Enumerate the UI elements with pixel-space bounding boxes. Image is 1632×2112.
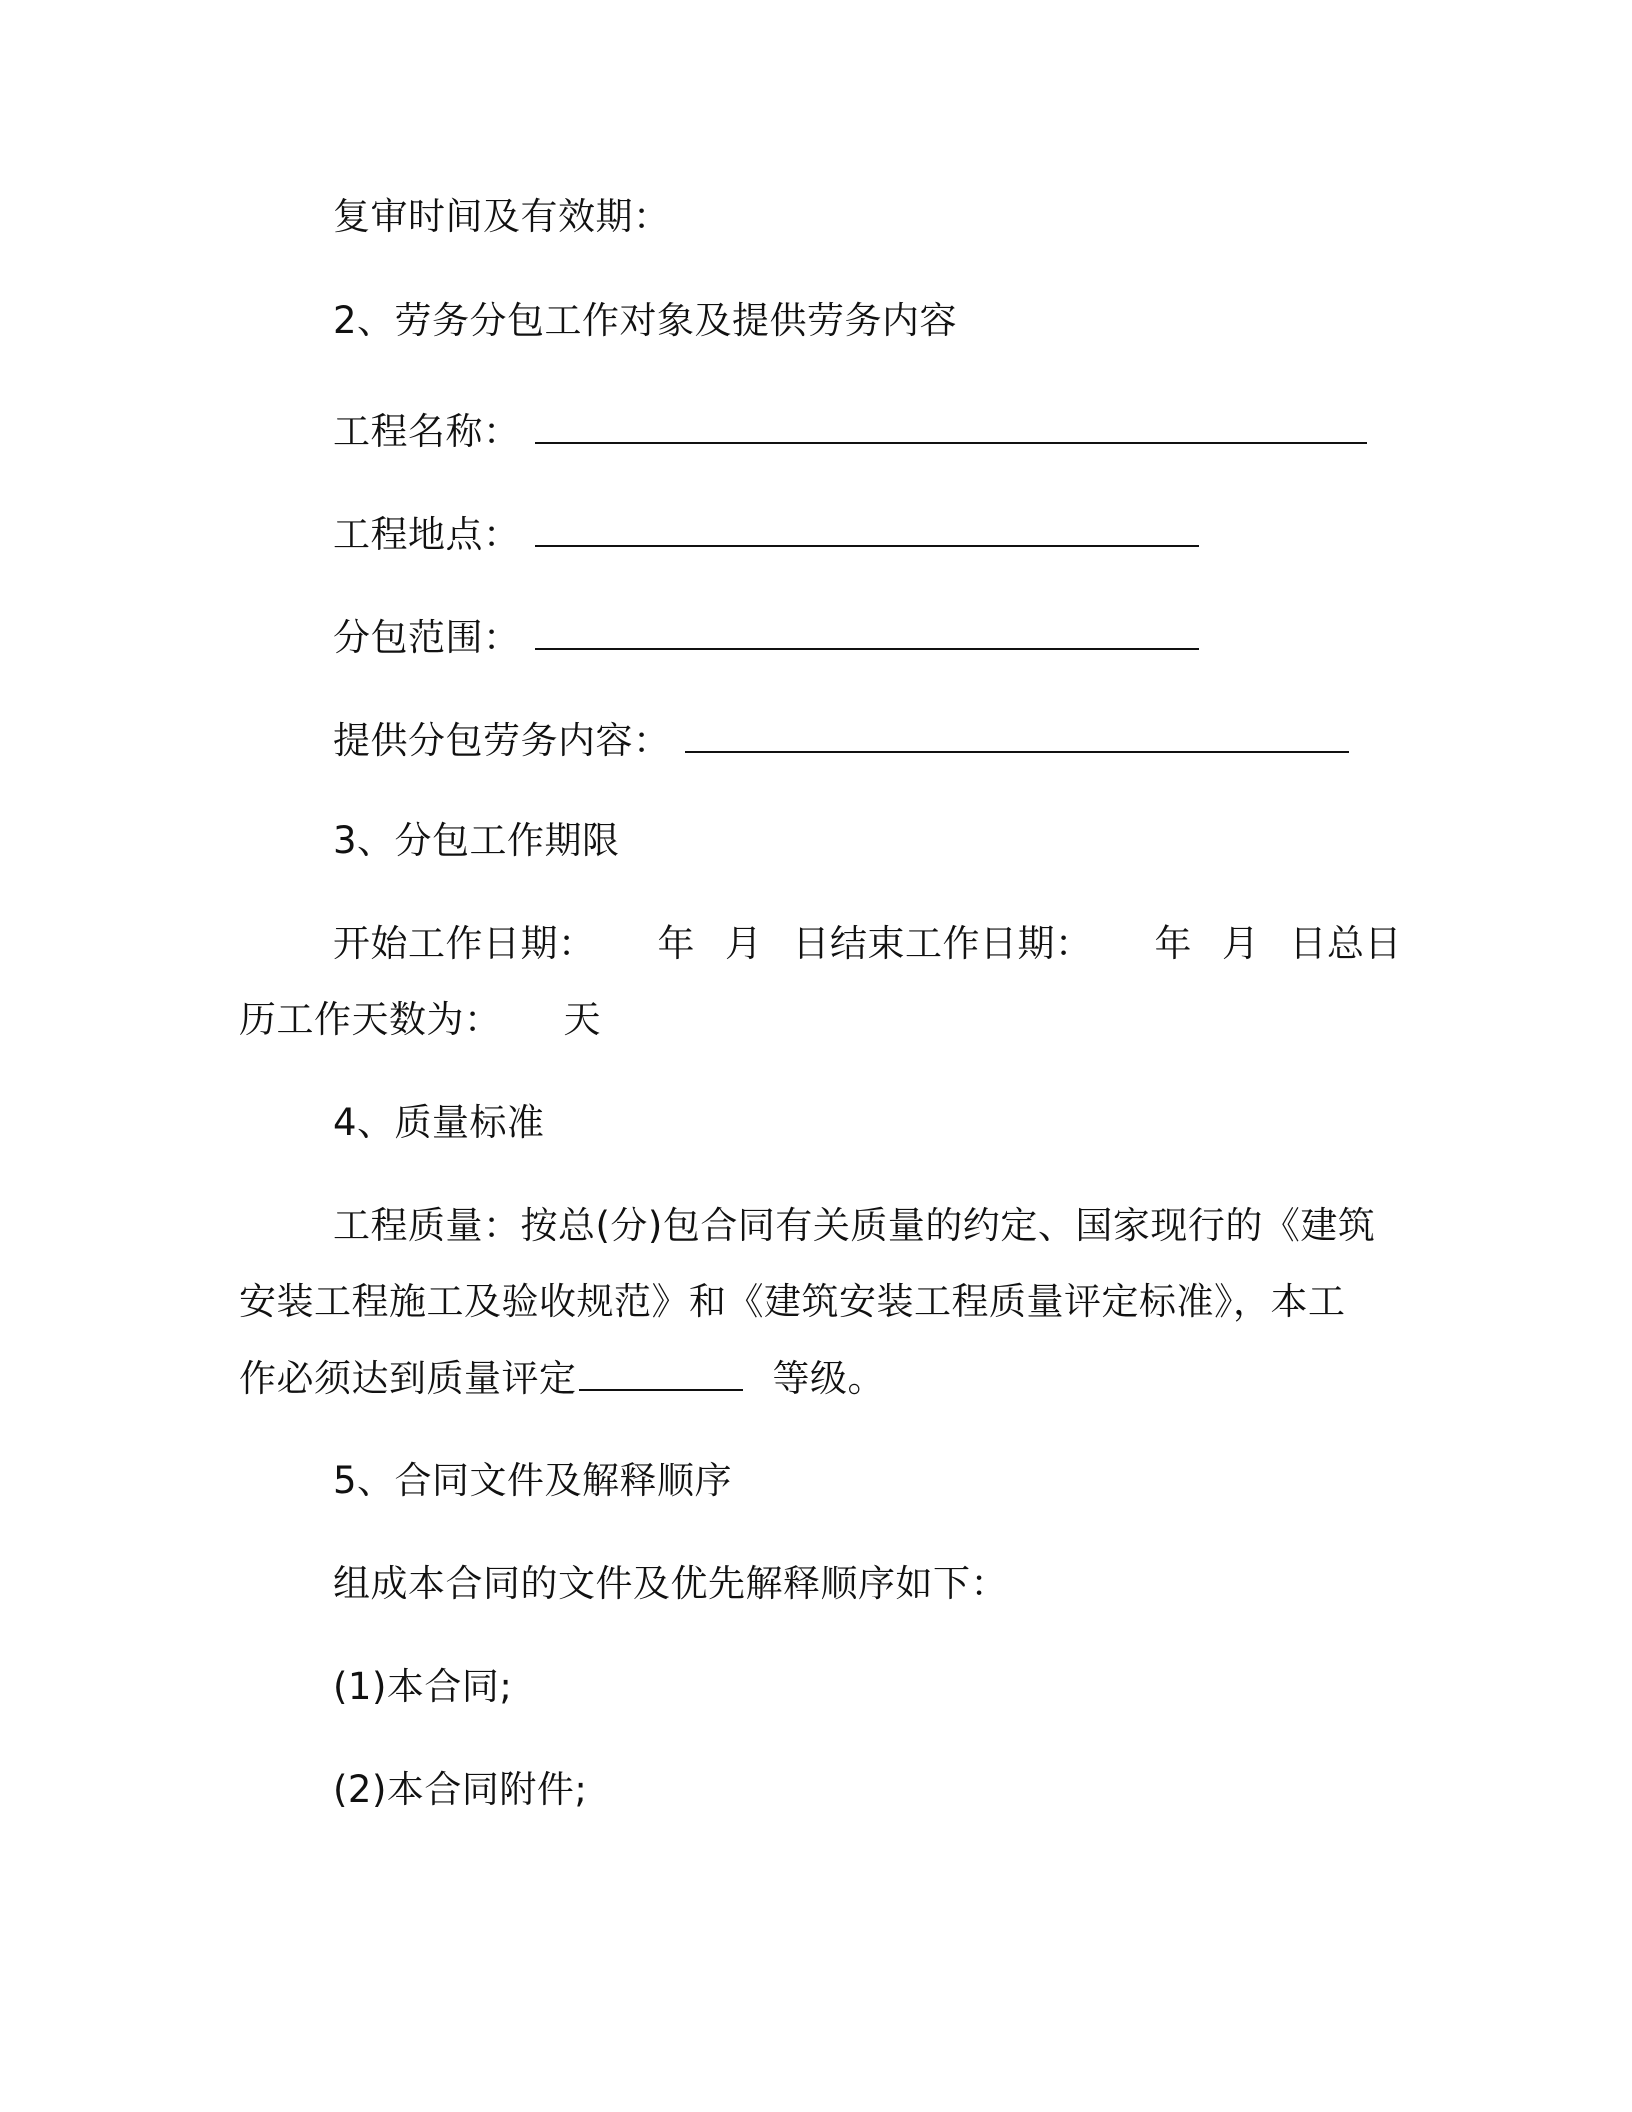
project-location-blank — [535, 515, 1199, 547]
project-location-row — [333, 513, 1199, 556]
calendar-days-row — [239, 998, 601, 1041]
docs-intro: 组成本合同的文件及优先解释顺序如下： — [333, 1562, 1008, 1605]
days-unit: 天 — [563, 998, 601, 1041]
section-4-heading: 4、质量标准 — [333, 1101, 545, 1144]
section-2-heading: 2、劳务分包工作对象及提供劳务内容 — [333, 299, 958, 342]
project-location-label: 工程地点： — [333, 513, 521, 556]
project-name-label: 工程名称： — [333, 410, 521, 453]
calendar-days-label: 历工作天数为： — [239, 998, 502, 1041]
project-name-blank — [535, 412, 1367, 444]
review-period-label: 复审时间及有效期： — [333, 195, 671, 238]
quality-grade-suffix: 等级。 — [772, 1357, 885, 1400]
end-year-label: 年 — [1154, 922, 1192, 965]
end-month-label: 月 — [1222, 922, 1260, 965]
start-date-label: 开始工作日期： — [333, 922, 596, 965]
quality-paragraph-line-2: 安装工程施工及验收规范》和《建筑安装工程质量评定标准》，本工 — [239, 1280, 1346, 1323]
doc-item-2: (2)本合同附件; — [333, 1768, 588, 1811]
work-dates-row — [333, 922, 1402, 965]
start-month-label: 月 — [725, 922, 763, 965]
end-date-label: 日结束工作日期： — [792, 922, 1093, 965]
quality-paragraph-line-1: 工程质量：按总(分)包合同有关质量的约定、国家现行的《建筑 — [333, 1204, 1376, 1247]
labor-content-label: 提供分包劳务内容： — [333, 719, 671, 762]
quality-paragraph-line-3 — [239, 1357, 885, 1400]
subcontract-scope-row — [333, 616, 1199, 659]
labor-content-row — [333, 719, 1349, 762]
doc-item-1: (1)本合同; — [333, 1665, 513, 1708]
quality-grade-prefix: 作必须达到质量评定 — [239, 1357, 577, 1400]
section-5-heading: 5、合同文件及解释顺序 — [333, 1459, 733, 1502]
subcontract-scope-blank — [535, 618, 1199, 650]
total-days-prefix: 日总日 — [1289, 922, 1402, 965]
quality-grade-blank — [579, 1359, 743, 1391]
start-year-label: 年 — [657, 922, 695, 965]
project-name-row — [333, 410, 1367, 453]
labor-content-blank — [685, 721, 1349, 753]
section-3-heading: 3、分包工作期限 — [333, 819, 620, 862]
subcontract-scope-label: 分包范围： — [333, 616, 521, 659]
